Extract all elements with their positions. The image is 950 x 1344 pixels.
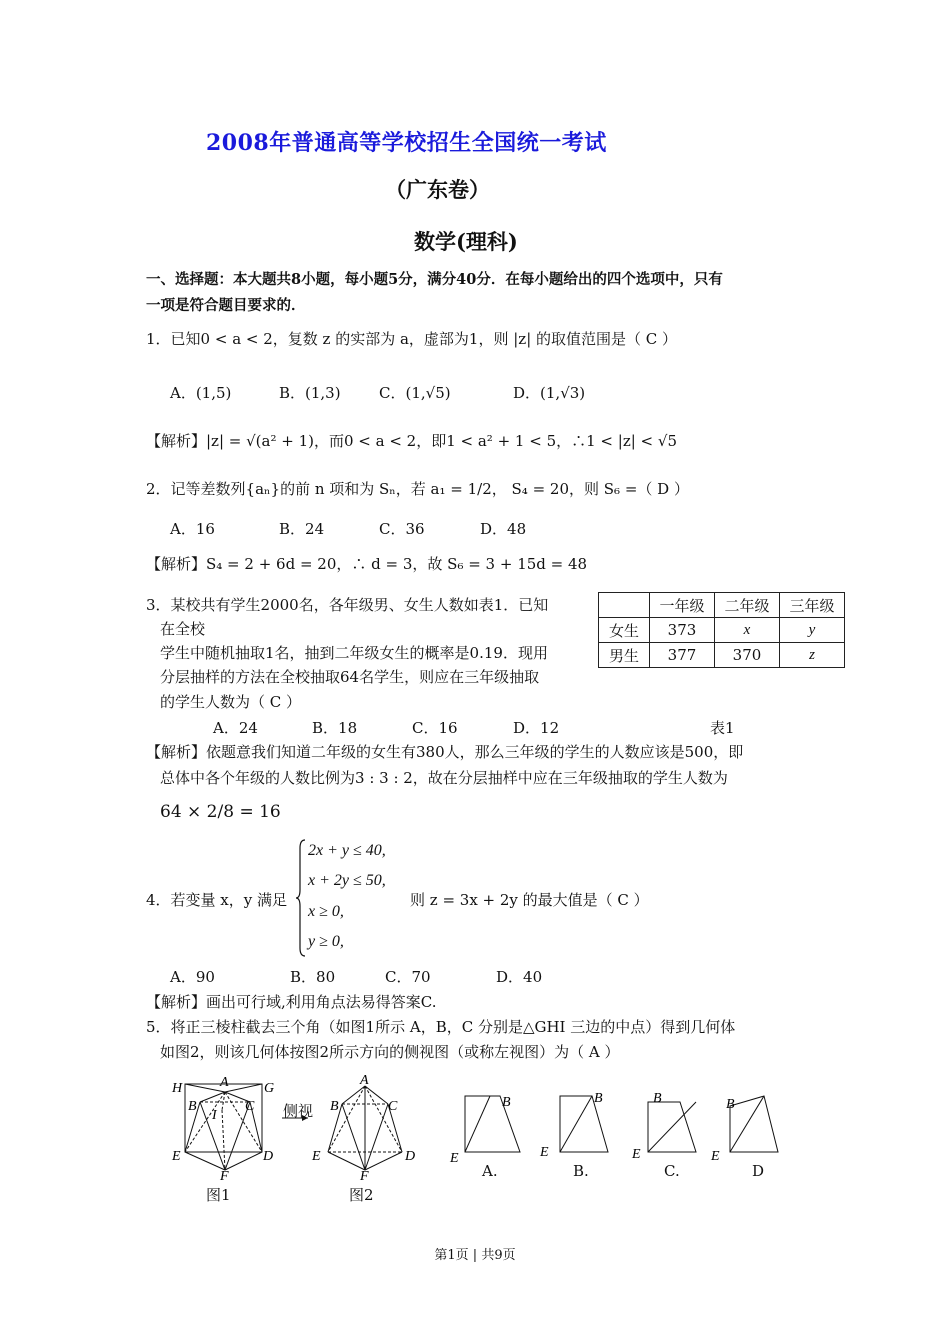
q3-line3: 学生中随机抽取1名，抽到二年级女生的概率是0.19．现用 bbox=[160, 644, 548, 662]
label-a: A bbox=[360, 1073, 369, 1088]
table-cell: x bbox=[715, 618, 780, 643]
student-count-table bbox=[598, 592, 845, 668]
q4-solution: 【解析】画出可行域,利用角点法易得答案C. bbox=[146, 993, 437, 1011]
q3-line5: 的学生人数为（ C ） bbox=[160, 693, 302, 711]
q1-option-b: B．(1,3) bbox=[279, 384, 341, 402]
figure-1-caption: 图1 bbox=[206, 1186, 231, 1204]
table-row bbox=[599, 643, 845, 668]
q4-option-a: A．90 bbox=[170, 968, 215, 986]
page-subtitle: （广东卷） bbox=[385, 177, 490, 202]
table-header: 二年级 bbox=[715, 593, 780, 618]
choice-a-label: A. bbox=[482, 1162, 498, 1180]
q4-constraint-3: x ≥ 0, bbox=[308, 903, 344, 920]
table-row bbox=[599, 618, 845, 643]
q5-line2: 如图2，则该几何体按图2所示方向的侧视图（或称左视图）为（ A ） bbox=[160, 1043, 620, 1061]
q1-option-d: D．(1,√3) bbox=[513, 384, 586, 402]
label-i: I bbox=[212, 1108, 217, 1123]
q3-option-c: C．16 bbox=[412, 719, 458, 737]
choice-b-label: B. bbox=[573, 1162, 589, 1180]
q3-line4: 分层抽样的方法在全校抽取64名学生，则应在三年级抽取 bbox=[160, 668, 540, 686]
q2-option-b: B．24 bbox=[279, 520, 325, 538]
label-b: B bbox=[726, 1097, 735, 1112]
q4-option-c: C．70 bbox=[385, 968, 431, 986]
label-e: E bbox=[632, 1147, 641, 1162]
q5-line1: 5．将正三棱柱截去三个角（如图1所示 A，B，C 分别是△GHI 三边的中点）得到几何体 bbox=[146, 1018, 736, 1036]
label-h: H bbox=[172, 1081, 183, 1096]
q4-constraint-2: x + 2y ≤ 50, bbox=[308, 872, 386, 889]
label-b: B bbox=[188, 1099, 197, 1114]
table-header: 三年级 bbox=[780, 593, 845, 618]
q4-constraint-4: y ≥ 0, bbox=[308, 933, 344, 950]
label-d: D bbox=[405, 1149, 416, 1164]
label-a: A bbox=[220, 1075, 229, 1090]
q5-figures bbox=[160, 1072, 810, 1207]
table-cell bbox=[599, 593, 650, 618]
figure-1-solid bbox=[185, 1084, 262, 1170]
label-b: B bbox=[594, 1091, 603, 1106]
q3-option-d: D．12 bbox=[513, 719, 560, 737]
table-cell: 377 bbox=[650, 643, 715, 668]
table-cell: y bbox=[780, 618, 845, 643]
label-b: B bbox=[330, 1099, 339, 1114]
q4-suffix: 则 z = 3x + 2y 的最大值是（ C ） bbox=[410, 891, 649, 909]
arrow-label: 侧视 bbox=[283, 1102, 314, 1120]
q1-option-a: A．(1,5) bbox=[170, 384, 232, 402]
q2-option-d: D．48 bbox=[480, 520, 527, 538]
table-caption: 表1 bbox=[710, 719, 735, 737]
label-c: C bbox=[388, 1099, 398, 1114]
label-e: E bbox=[312, 1149, 321, 1164]
choice-d-label: D bbox=[752, 1162, 765, 1180]
q2-option-c: C．36 bbox=[379, 520, 425, 538]
q3-solution-line3: 64 × 2/8 = 16 bbox=[160, 802, 281, 822]
table-cell: 女生 bbox=[599, 618, 650, 643]
label-e: E bbox=[450, 1151, 459, 1166]
q2-solution: 【解析】S₄ = 2 + 6d = 20，∴ d = 3，故 S₆ = 3 + 15d = 48 bbox=[146, 555, 588, 573]
choice-c-shape bbox=[648, 1102, 696, 1152]
choice-d-shape bbox=[730, 1096, 778, 1152]
subject-title: 数学(理科) bbox=[414, 229, 518, 254]
question-2-text: 2．记等差数列{aₙ}的前 n 项和为 Sₙ，若 a₁ = 1/2， S₄ = 20，则 S₆ =（ D ） bbox=[146, 480, 689, 498]
label-b: B bbox=[502, 1095, 511, 1110]
label-e: E bbox=[540, 1145, 549, 1160]
q4-option-d: D．40 bbox=[496, 968, 543, 986]
table-cell: 男生 bbox=[599, 643, 650, 668]
q3-solution-line2: 总体中各个年级的人数比例为3 : 3 : 2，故在分层抽样中应在三年级抽取的学生人数为 bbox=[160, 769, 728, 787]
table-cell: z bbox=[780, 643, 845, 668]
label-e: E bbox=[172, 1149, 181, 1164]
q3-line2: 在全校 bbox=[160, 620, 206, 638]
choice-a-shape bbox=[465, 1096, 520, 1152]
label-d: D bbox=[263, 1149, 274, 1164]
q3-solution-line1: 【解析】依题意我们知道二年级的女生有380人，那么三年级的学生的人数应该是500，即 bbox=[146, 743, 744, 761]
label-b: B bbox=[653, 1091, 662, 1106]
q4-option-b: B．80 bbox=[290, 968, 336, 986]
q1-option-c: C．(1,√5) bbox=[379, 384, 451, 402]
table-header: 一年级 bbox=[650, 593, 715, 618]
section-instructions-line1: 一、选择题：本大题共8小题，每小题5分，满分40分．在每小题给出的四个选项中，只有 bbox=[146, 271, 723, 288]
label-f: F bbox=[220, 1169, 229, 1184]
page-footer: 第1页 | 共9页 bbox=[434, 1248, 516, 1263]
q4-prefix: 4．若变量 x，y 满足 bbox=[146, 891, 288, 909]
q1-solution: 【解析】|z| = √(a² + 1)，而0 < a < 2，即1 < a² + 1 < 5，∴1 < |z| < √5 bbox=[146, 432, 677, 450]
section-instructions-line2: 一项是符合题目要求的． bbox=[146, 297, 306, 314]
choice-c-label: C. bbox=[664, 1162, 680, 1180]
q3-option-a: A．24 bbox=[213, 719, 258, 737]
q2-option-a: A．16 bbox=[170, 520, 215, 538]
q4-constraint-1: 2x + y ≤ 40, bbox=[308, 842, 386, 859]
label-e: E bbox=[711, 1149, 720, 1164]
table-header-row bbox=[599, 593, 845, 618]
q3-option-b: B．18 bbox=[312, 719, 358, 737]
table-cell: 370 bbox=[715, 643, 780, 668]
label-f: F bbox=[360, 1169, 369, 1184]
brace-icon bbox=[296, 838, 304, 958]
page-title: 2008年普通高等学校招生全国统一考试 bbox=[206, 130, 607, 156]
label-c: C bbox=[245, 1099, 255, 1114]
figure-2-caption: 图2 bbox=[349, 1186, 374, 1204]
question-1-text: 1．已知0 < a < 2，复数 z 的实部为 a，虚部为1，则 |z| 的取值范围是（ C ） bbox=[146, 330, 678, 348]
table-cell: 373 bbox=[650, 618, 715, 643]
label-g: G bbox=[264, 1081, 275, 1096]
q3-line1: 3．某校共有学生2000名，各年级男、女生人数如表1．已知 bbox=[146, 596, 549, 614]
